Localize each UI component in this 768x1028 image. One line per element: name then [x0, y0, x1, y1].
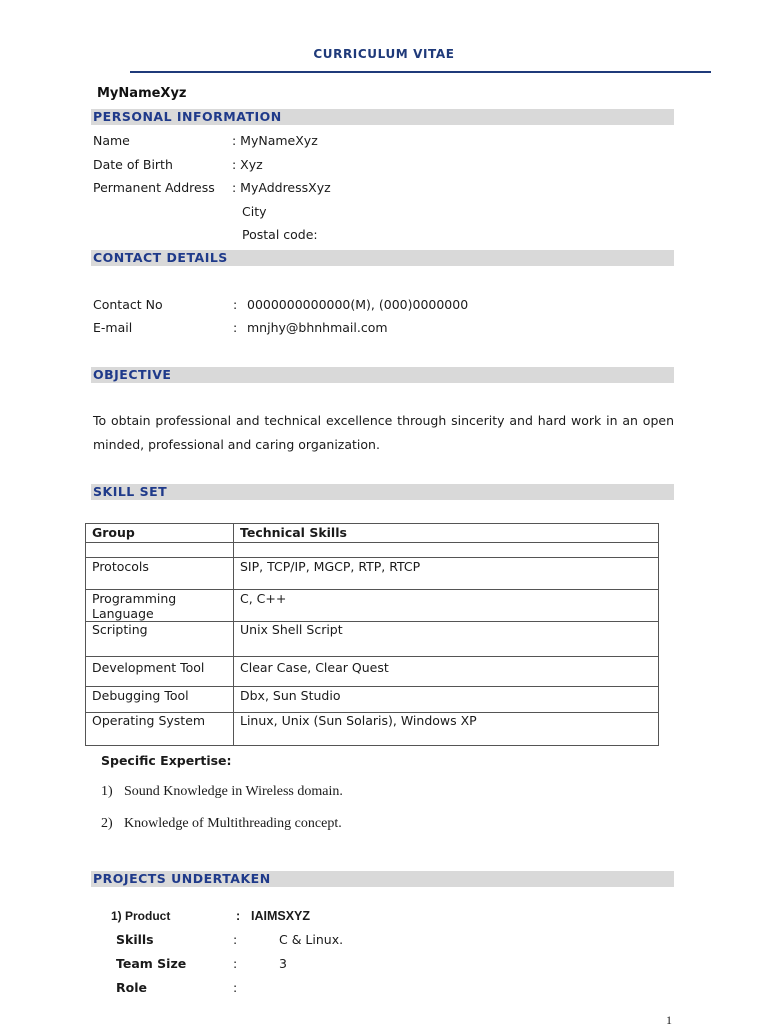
section-contact-details [91, 250, 674, 266]
project-field-label: Role [116, 980, 147, 995]
field-value: : MyNameXyz [232, 133, 318, 148]
field-separator: : [233, 956, 238, 971]
section-skill-set [91, 484, 674, 500]
field-label: E-mail [93, 320, 133, 335]
field-separator: : [233, 980, 238, 995]
field-label: Permanent Address [93, 180, 215, 195]
field-label: Date of Birth [93, 157, 173, 172]
cell-group: Programming Language [86, 590, 234, 622]
section-personal-information [91, 109, 674, 125]
cell-skills: Unix Shell Script [234, 622, 659, 657]
cell-group: Scripting [86, 622, 234, 657]
skills-table [85, 523, 659, 746]
cell-group [86, 543, 234, 558]
cell-group: Development Tool [86, 657, 234, 687]
section-heading: CONTACT DETAILS [93, 250, 228, 265]
table-row [86, 713, 659, 746]
cell-skills: Clear Case, Clear Quest [234, 657, 659, 687]
field-separator: : [236, 909, 241, 923]
page-number: 1 [666, 1013, 672, 1027]
table-row [86, 590, 659, 622]
cell-skills [234, 543, 659, 558]
section-heading: PERSONAL INFORMATION [93, 109, 282, 124]
section-heading: OBJECTIVE [93, 367, 172, 382]
project-field-label: Skills [116, 932, 154, 947]
section-objective [91, 367, 674, 383]
document-title: CURRICULUM VITAE [313, 47, 455, 61]
project-field-value: 3 [279, 956, 287, 971]
table-row [86, 657, 659, 687]
list-number: 1) [101, 784, 113, 799]
contact-number: 0000000000000(M), (000)0000000 [247, 297, 469, 312]
field-separator: : [233, 932, 238, 947]
table-header-row [86, 524, 659, 543]
project-product-label: 1) Product [111, 909, 171, 923]
email-address: mnjhy@bhnhmail.com [247, 320, 388, 335]
address-postal-code: Postal code: [242, 227, 318, 242]
field-label: Contact No [93, 297, 163, 312]
cell-skills: Linux, Unix (Sun Solaris), Windows XP [234, 713, 659, 746]
column-header-technical-skills: Technical Skills [234, 524, 659, 543]
project-field-value: C & Linux. [279, 932, 344, 947]
table-row [86, 622, 659, 657]
objective-text: To obtain professional and technical excellence through sincerity and hard work in an open minded, professional and caring organization. [93, 413, 674, 452]
section-projects-undertaken [91, 871, 674, 887]
cell-skills: C, C++ [234, 590, 659, 622]
table-row [86, 543, 659, 558]
cell-skills: SIP, TCP/IP, MGCP, RTP, RTCP [234, 558, 659, 590]
field-separator: : [233, 320, 238, 335]
field-value: : Xyz [232, 157, 263, 172]
cell-group: Debugging Tool [86, 687, 234, 713]
field-separator: : [233, 297, 238, 312]
section-heading: SKILL SET [93, 484, 168, 499]
section-heading: PROJECTS UNDERTAKEN [93, 871, 271, 886]
column-header-group: Group [86, 524, 234, 543]
field-label: Name [93, 133, 130, 148]
table-row [86, 687, 659, 713]
list-number: 2) [101, 816, 113, 831]
expertise-heading: Specific Expertise: [101, 753, 232, 768]
project-product-name: IAIMSXYZ [251, 909, 311, 923]
project-field-label: Team Size [116, 956, 187, 971]
list-item: Knowledge of Multithreading concept. [124, 816, 342, 831]
name-heading: MyNameXyz [97, 86, 187, 101]
list-item: Sound Knowledge in Wireless domain. [124, 784, 343, 799]
cell-group: Operating System [86, 713, 234, 746]
field-value: : MyAddressXyz [232, 180, 331, 195]
table-row [86, 558, 659, 590]
cell-skills: Dbx, Sun Studio [234, 687, 659, 713]
cell-group: Protocols [86, 558, 234, 590]
title-rule [130, 71, 711, 73]
address-city: City [242, 204, 267, 219]
